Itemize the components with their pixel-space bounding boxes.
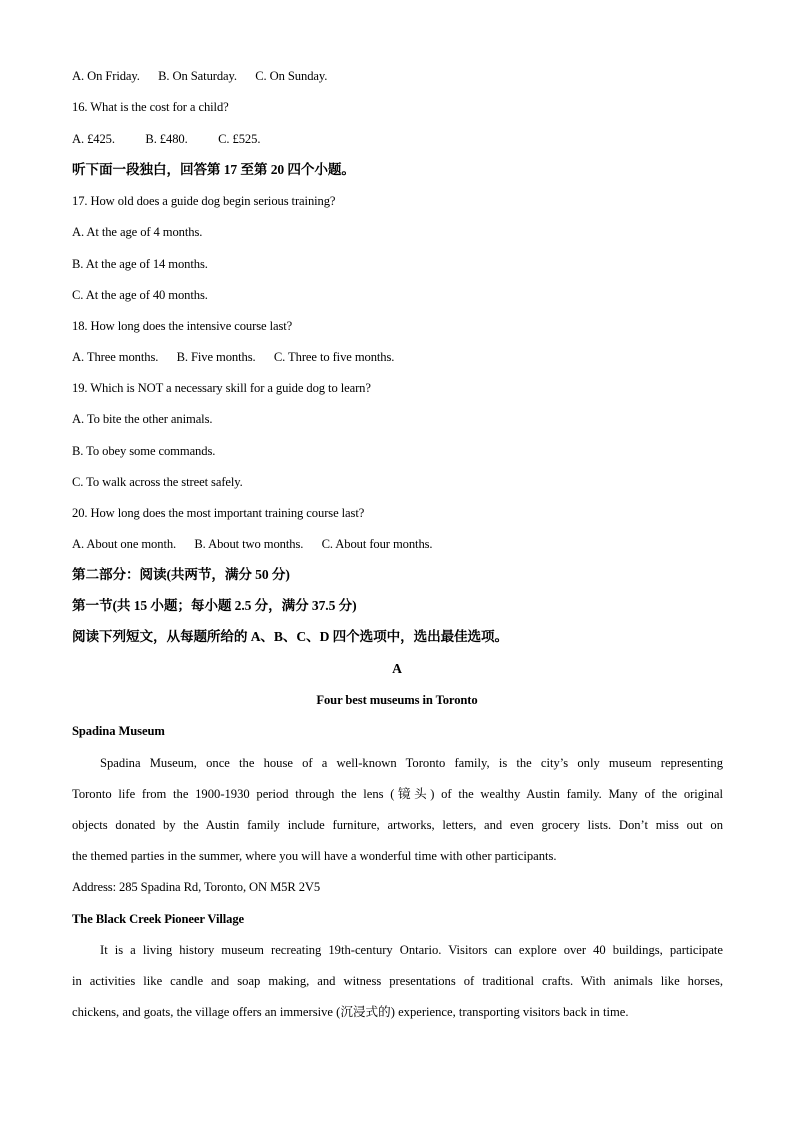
passage-title: Four best museums in Toronto bbox=[316, 693, 478, 707]
q16-question: 16. What is the cost for a child? bbox=[72, 100, 229, 114]
museum1-paragraph-line: objects donated by the Austin family include furniture, artworks, letters, and even grocery lists. Don’t miss out on bbox=[72, 818, 723, 832]
q17-option-b: B. At the age of 14 months. bbox=[72, 257, 208, 271]
museum2-paragraph-line: in activities like candle and soap making, and witness presentations of traditional crafts. With animals like horses, bbox=[72, 974, 723, 988]
q19-option-c: C. To walk across the street safely. bbox=[72, 475, 243, 489]
section1-title: 第一节(共 15 小题；每小题 2.5 分，满分 37.5 分) bbox=[72, 598, 357, 613]
q20-question: 20. How long does the most important training course last? bbox=[72, 506, 365, 520]
q19-option-b: B. To obey some commands. bbox=[72, 444, 216, 458]
q19-option-a: A. To bite the other animals. bbox=[72, 412, 213, 426]
museum1-address: Address: 285 Spadina Rd, Toronto, ON M5R 2V5 bbox=[72, 880, 321, 894]
q20-options: A. About one month. B. About two months. C. About four months. bbox=[72, 537, 433, 551]
q15-options: A. On Friday. B. On Saturday. C. On Sunday. bbox=[72, 69, 328, 83]
passage-letter: A bbox=[392, 661, 402, 676]
q18-question: 18. How long does the intensive course last? bbox=[72, 319, 293, 333]
reading-instruction: 阅读下列短文，从每题所给的 A、B、C、D 四个选项中，选出最佳选项。 bbox=[72, 629, 509, 644]
q17-option-a: A. At the age of 4 months. bbox=[72, 225, 203, 239]
museum1-paragraph-line: the themed parties in the summer, where you will have a wonderful time with other participants. bbox=[72, 849, 557, 863]
q19-question: 19. Which is NOT a necessary skill for a guide dog to learn? bbox=[72, 381, 371, 395]
museum2-paragraph-line: It is a living history museum recreating 19th-century Ontario. Visitors can explore over 40 buildings, participate bbox=[100, 943, 723, 957]
museum1-paragraph-line: Toronto life from the 1900-1930 period through the lens (镜头) of the wealthy Austin family. Many of the original bbox=[72, 787, 723, 801]
museum1-heading: Spadina Museum bbox=[72, 724, 165, 738]
part2-title: 第二部分：阅读(共两节，满分 50 分) bbox=[72, 567, 290, 582]
q17-option-c: C. At the age of 40 months. bbox=[72, 288, 208, 302]
q16-options: A. £425. B. £480. C. £525. bbox=[72, 132, 261, 146]
museum2-paragraph-line: chickens, and goats, the village offers an immersive (沉浸式的) experience, transporting visitors back in time. bbox=[72, 1005, 629, 1019]
museum1-paragraph-line: Spadina Museum, once the house of a well-known Toronto family, is the city’s only museum representing bbox=[100, 756, 723, 770]
section-monologue-heading: 听下面一段独白，回答第 17 至第 20 四个小题。 bbox=[72, 162, 355, 177]
museum2-heading: The Black Creek Pioneer Village bbox=[72, 912, 245, 926]
q17-question: 17. How old does a guide dog begin serious training? bbox=[72, 194, 336, 208]
q18-options: A. Three months. B. Five months. C. Three to five months. bbox=[72, 350, 395, 364]
